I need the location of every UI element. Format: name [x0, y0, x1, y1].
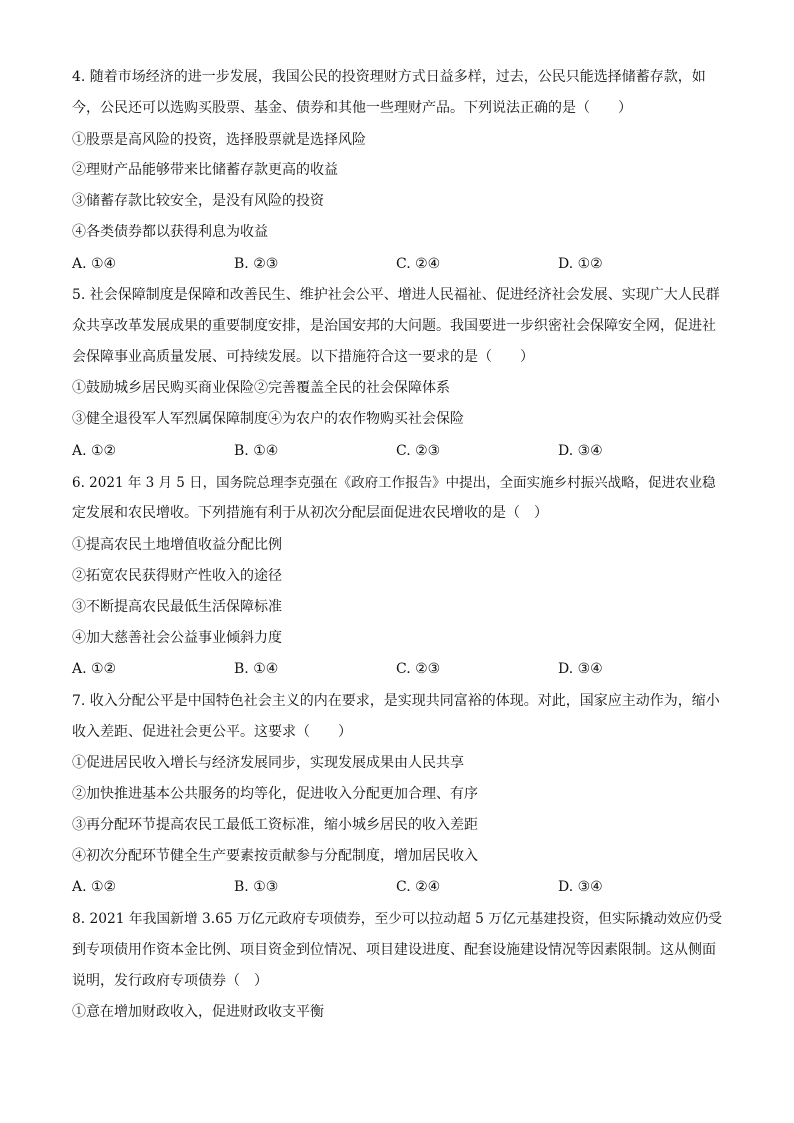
question-6-option-c: C. ②③	[396, 661, 441, 677]
question-5-stem-line-2: 众共享改革发展成果的重要制度安排，是治国安邦的大问题。我国要进一步织密社会保障安全网，促进社	[72, 318, 716, 334]
question-7-option-b: B. ①③	[234, 879, 279, 895]
question-6-statement-1: ①提高农民土地增值收益分配比例	[72, 537, 282, 553]
question-4-option-d: D. ①②	[558, 256, 603, 272]
question-4-stem-line-2: 今，公民还可以选购买股票、基金、债券和其他一些理财产品。下列说法正确的是（ ）	[72, 100, 632, 116]
question-7-option-d: D. ③④	[558, 879, 603, 895]
question-6-statement-2: ②拓宽农民获得财产性收入的途径	[72, 568, 282, 584]
question-7-option-a: A. ①②	[72, 879, 117, 895]
question-4-option-a: A. ①④	[72, 256, 117, 272]
question-7-statement-3: ③再分配环节提高农民工最低工资标准，缩小城乡居民的收入差距	[72, 817, 478, 833]
question-6-option-a: A. ①②	[72, 661, 117, 677]
question-6-statement-3: ③不断提高农民最低生活保障标准	[72, 599, 282, 615]
question-4-statement-2: ②理财产品能够带来比储蓄存款更高的收益	[72, 162, 338, 178]
question-4-statement-4: ④各类债券都以获得利息为收益	[72, 224, 268, 240]
question-6-options	[72, 659, 722, 679]
question-4-stem-line-1: 4. 随着市场经济的进一步发展，我国公民的投资理财方式日益多样，过去，公民只能选择储蓄存款，如	[72, 69, 706, 85]
question-6-stem-line-2: 定发展和农民增收。下列措施有利于从初次分配层面促进农民增收的是（ ）	[72, 505, 548, 521]
question-6-stem-line-1: 6. 2021 年 3 月 5 日，国务院总理李克强在《政府工作报告》中提出，全面实施乡村振兴战略，促进农业稳	[72, 475, 716, 491]
question-6-statement-4: ④加大慈善社会公益事业倾斜力度	[72, 630, 282, 646]
question-5-option-b: B. ①④	[234, 443, 279, 459]
question-7-stem-line-2: 收入差距、促进社会更公平。这要求（ ）	[72, 724, 352, 740]
question-8-stem-line-3: 说明，发行政府专项债券（ ）	[72, 973, 268, 989]
question-8-stem-line-2: 到专项债用作资本金比例、项目资金到位情况、项目建设进度、配套设施建设情况等因素限制。这从侧面	[72, 942, 716, 958]
question-8-statement-1: ①意在增加财政收入，促进财政收支平衡	[72, 1004, 324, 1020]
question-5-option-c: C. ②③	[396, 443, 441, 459]
question-7-statement-4: ④初次分配环节健全生产要素按贡献参与分配制度，增加居民收入	[72, 848, 478, 864]
question-7-stem-line-1: 7. 收入分配公平是中国特色社会主义的内在要求，是实现共同富裕的体现。对此，国家应主动作为，缩小	[72, 693, 720, 709]
question-8-stem-line-1: 8. 2021 年我国新增 3.65 万亿元政府专项债券，至少可以拉动超 5 万亿元基建投资，但实际撬动效应仍受	[72, 911, 722, 927]
question-4-option-c: C. ②④	[396, 256, 441, 272]
question-4-statement-3: ③储蓄存款比较安全，是没有风险的投资	[72, 193, 324, 209]
question-7-statement-2: ②加快推进基本公共服务的均等化，促进收入分配更加合理、有序	[72, 786, 478, 802]
question-5-statement-3-4: ③健全退役军人军烈属保障制度④为农户的农作物购买社会保险	[72, 411, 464, 427]
question-7-options	[72, 877, 722, 897]
question-7-option-c: C. ②④	[396, 879, 441, 895]
question-4-option-b: B. ②③	[234, 256, 279, 272]
question-4-options	[72, 254, 722, 274]
question-6-option-d: D. ③④	[558, 661, 603, 677]
question-4-statement-1: ①股票是高风险的投资，选择股票就是选择风险	[72, 132, 366, 148]
question-5-statement-1-2: ①鼓励城乡居民购买商业保险②完善覆盖全民的社会保障体系	[72, 380, 450, 396]
question-5-option-a: A. ①②	[72, 443, 117, 459]
question-5-stem-line-3: 会保障事业高质量发展、可持续发展。以下措施符合这一要求的是（ ）	[72, 349, 534, 365]
question-5-option-d: D. ③④	[558, 443, 603, 459]
question-5-stem-line-1: 5. 社会保障制度是保障和改善民生、维护社会公平、增进人民福祉、促进经济社会发展、实现广大人民群	[72, 287, 720, 303]
question-7-statement-1: ①促进居民收入增长与经济发展同步，实现发展成果由人民共享	[72, 755, 464, 771]
question-5-options	[72, 441, 722, 461]
question-6-option-b: B. ①④	[234, 661, 279, 677]
